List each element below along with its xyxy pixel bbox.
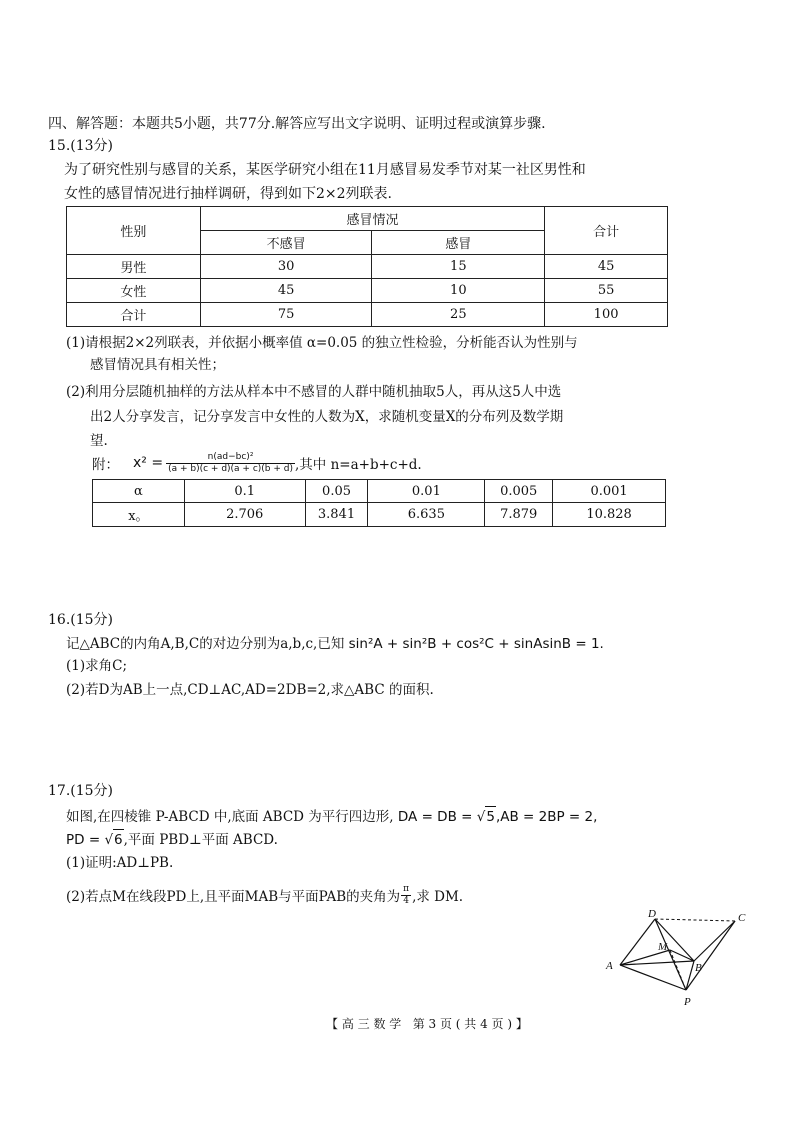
- row-label: 合计: [67, 303, 201, 327]
- q17-text-2: ,平面 PBD⊥平面 ABCD.: [123, 832, 278, 848]
- table-row: [67, 279, 668, 303]
- q17-part2-text: (2)若点M在线段PD上,且平面MAB与平面PAB的夹角为: [66, 889, 401, 905]
- table-row: [67, 255, 668, 279]
- critical-value-row: [93, 503, 666, 527]
- header-status: 感冒情况: [200, 207, 544, 231]
- formula-tail: ,其中 n=a+b+c+d.: [295, 457, 422, 473]
- q17-part2-tail: ,求 DM.: [412, 889, 464, 905]
- q16-equation: sin²A + sin²B + cos²C + sinAsinB = 1.: [348, 636, 604, 652]
- table-row: [67, 303, 668, 327]
- cell-value: 7.879: [485, 503, 553, 527]
- q17-number: 17.(15分): [48, 783, 114, 799]
- cell-value: 3.841: [305, 503, 368, 527]
- cell-value: 25: [372, 303, 545, 327]
- q17-statement-1: 如图,在四棱锥 P-ABCD 中,底面 ABCD 为平行四边形, DA = DB = √5,AB = 2BP = 2,: [66, 806, 597, 827]
- header-cold: 感冒: [372, 231, 545, 255]
- cell-value: 30: [200, 255, 372, 279]
- sqrt-radicand: 5: [485, 806, 496, 827]
- q17-equation-a: DA = DB =: [397, 809, 477, 825]
- q15-part1-b: 感冒情况具有相关性；: [90, 357, 225, 373]
- chi-lhs: x² =: [133, 455, 164, 471]
- cell-value: 100: [545, 303, 668, 327]
- cell-value: 75: [200, 303, 372, 327]
- cell-value: 6.635: [368, 503, 485, 527]
- cell-value: 0.1: [184, 480, 305, 503]
- cell-value: 55: [545, 279, 668, 303]
- q17-statement-2: PD = √6,平面 PBD⊥平面 ABCD.: [66, 829, 278, 850]
- fraction-denominator: 4: [403, 895, 409, 906]
- appendix-label: 附：: [92, 457, 119, 473]
- pyramid-figure: [600, 905, 760, 1015]
- fraction-numerator: π: [403, 883, 410, 894]
- q15-intro-1: 为了研究性别与感冒的关系，某医学研究小组在11月感冒易发季节对某一社区男性和: [64, 162, 586, 178]
- q16-text: 记△ABC的内角A,B,C的对边分别为a,b,c,已知: [66, 636, 349, 652]
- q17-part2: [66, 880, 463, 910]
- q16-part1: (1)求角C;: [66, 658, 128, 674]
- q16-statement: [66, 634, 604, 654]
- cell-value: 10.828: [553, 503, 666, 527]
- cell-value: 45: [545, 255, 668, 279]
- alpha-row: [93, 480, 666, 503]
- vertex-label-d: D: [648, 908, 656, 920]
- cell-value: α: [93, 480, 185, 503]
- q15-part1-a: (1)请根据2×2列联表，并依据小概率值 α=0.05 的独立性检验，分析能否认为性别与: [66, 335, 578, 351]
- q15-part2-b: 出2人分享发言，记分享发言中女性的人数为X，求随机变量X的分布列及数学期: [90, 409, 564, 425]
- cell-value: 10: [372, 279, 545, 303]
- q17-part1: (1)证明:AD⊥PB.: [66, 855, 174, 871]
- q16-part2: (2)若D为AB上一点,CD⊥AC,AD=2DB=2,求△ABC 的面积.: [66, 682, 434, 698]
- chi-fraction: [166, 452, 295, 475]
- fraction-numerator: n(ad−bc)²: [166, 452, 295, 464]
- cell-value: x。: [93, 503, 185, 527]
- section-header: 四、解答题：本题共5小题，共77分.解答应写出文字说明、证明过程或演算步骤.: [48, 116, 546, 132]
- q17-equation-b: ,AB = 2BP = 2,: [495, 809, 598, 825]
- pi-over-4: [401, 884, 411, 907]
- cell-value: 0.001: [553, 480, 666, 503]
- q17-equation-c: PD =: [66, 832, 105, 848]
- row-label: 男性: [67, 255, 201, 279]
- cell-value: 0.005: [485, 480, 553, 503]
- header-total: 合计: [545, 207, 668, 255]
- q15-number: 15.(13分): [48, 138, 114, 154]
- vertex-label-c: C: [738, 912, 746, 924]
- vertex-label-b: B: [695, 962, 702, 974]
- chi-square-formula: [92, 448, 422, 478]
- sqrt-radicand: 6: [113, 829, 124, 850]
- page-footer: 【 高 三 数 学 第 3 页 ( 共 4 页 ) 】: [326, 1017, 528, 1031]
- q15-part2-a: (2)利用分层随机抽样的方法从样本中不感冒的人群中随机抽取5人，再从这5人中选: [66, 384, 562, 400]
- cell-value: 0.05: [305, 480, 368, 503]
- cell-value: 2.706: [184, 503, 305, 527]
- q16-number: 16.(15分): [48, 612, 114, 628]
- header-gender: 性别: [67, 207, 201, 255]
- cell-value: 15: [372, 255, 545, 279]
- vertex-label-a: A: [606, 960, 613, 972]
- critical-value-table: [92, 479, 666, 527]
- vertex-label-m: M: [658, 941, 668, 953]
- q15-part2-c: 望.: [90, 433, 108, 449]
- cell-value: 0.01: [368, 480, 485, 503]
- header-not-cold: 不感冒: [200, 231, 372, 255]
- cell-value: 45: [200, 279, 372, 303]
- row-label: 女性: [67, 279, 201, 303]
- q15-intro-2: 女性的感冒情况进行抽样调研，得到如下2×2列联表.: [64, 186, 392, 202]
- fraction-denominator: (a + b)(c + d)(a + c)(b + d): [168, 463, 293, 474]
- vertex-label-p: P: [684, 996, 691, 1008]
- q17-text: 如图,在四棱锥 P-ABCD 中,底面 ABCD 为平行四边形,: [66, 809, 398, 825]
- contingency-table: [66, 206, 668, 327]
